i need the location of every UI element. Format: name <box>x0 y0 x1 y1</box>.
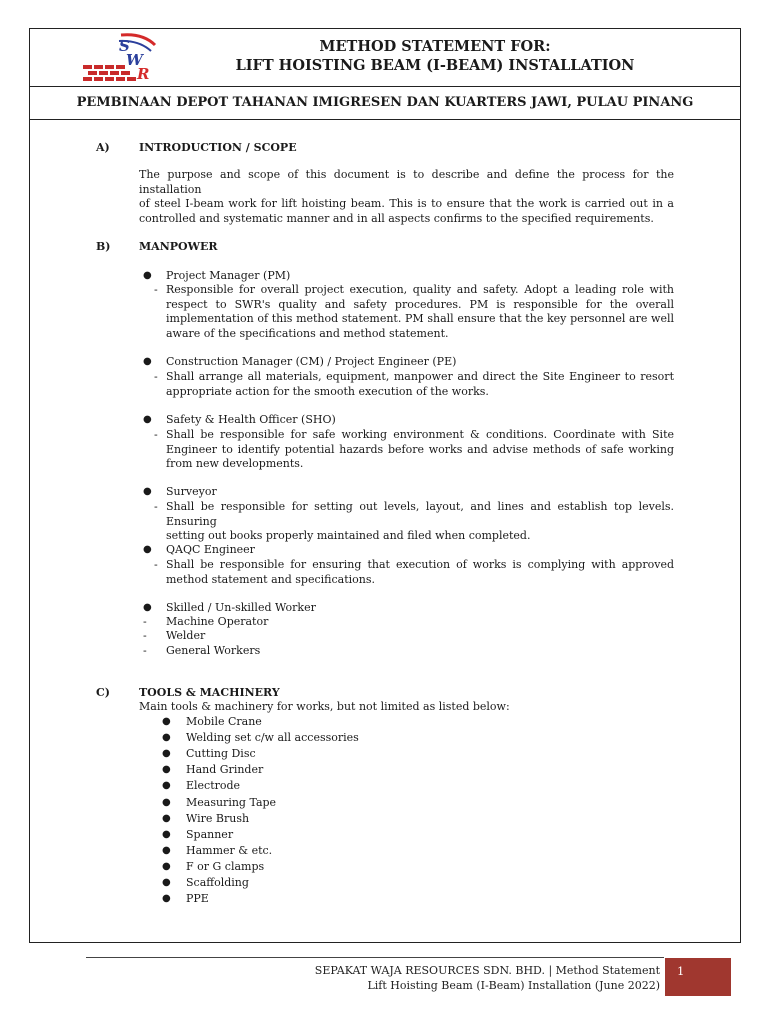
para-line: aware of the specifications and method statement. <box>166 326 449 340</box>
role-title: Safety & Health Officer (SHO) <box>166 413 336 426</box>
footer-line-2: Lift Hoisting Beam (I-Beam) Installation (June 2022) <box>367 979 660 992</box>
footer-line-1: SEPAKAT WAJA RESOURCES SDN. BHD. | Method Statement <box>314 964 660 977</box>
bullet-icon: ● <box>162 861 171 872</box>
bullet-icon: ● <box>162 797 171 808</box>
role-description <box>166 428 674 472</box>
para-line: respect to SWR's quality and safety procedures. PM is responsible for the overall <box>166 297 674 311</box>
tool-item: Welding set c/w all accessories <box>186 731 359 744</box>
role-title: Construction Manager (CM) / Project Engineer (PE) <box>166 355 457 368</box>
role-title: Surveyor <box>166 485 217 498</box>
svg-text:S: S <box>119 37 130 55</box>
workers-title: Skilled / Un-skilled Worker <box>166 601 316 614</box>
bullet-icon: ● <box>162 893 171 904</box>
bullet-icon: ● <box>162 845 171 856</box>
tool-item: Hammer & etc. <box>186 844 273 857</box>
para-line: Shall be responsible for ensuring that execution of works is complying with approved <box>166 558 674 571</box>
dash-marker: - <box>154 428 158 441</box>
para-line: Shall arrange all materials, equipment, manpower and direct the Site Engineer to resort <box>166 370 674 383</box>
section-a-title: INTRODUCTION / SCOPE <box>139 141 297 154</box>
bullet-icon: ● <box>143 486 152 497</box>
role-title: Project Manager (PM) <box>166 269 291 282</box>
dash-marker: - <box>143 615 147 628</box>
tool-item: Electrode <box>186 779 241 792</box>
worker-item: Welder <box>166 629 206 642</box>
section-c-title: TOOLS & MACHINERY <box>139 686 280 699</box>
bullet-icon: ● <box>162 780 171 791</box>
svg-text:R: R <box>137 65 150 83</box>
bullet-icon: ● <box>162 829 171 840</box>
para-line: Shall be responsible for setting out levels, layout, and lines and establish top levels. Ensuring <box>166 500 674 528</box>
bullet-icon: ● <box>143 356 152 367</box>
para-line: Shall be responsible for safe working environment & conditions. Coordinate with Site <box>166 428 674 441</box>
tool-item: Wire Brush <box>186 812 250 825</box>
dash-marker: - <box>154 283 158 296</box>
project-name: PEMBINAAN DEPOT TAHANAN IMIGRESEN DAN KUARTERS JAWI, PULAU PINANG <box>76 95 694 110</box>
role-title: QAQC Engineer <box>166 543 255 556</box>
dash-marker: - <box>143 629 147 642</box>
bullet-icon: ● <box>162 716 171 727</box>
role-description <box>166 283 674 341</box>
para-line: Responsible for overall project execution, quality and safety. Adopt a leading role with <box>166 283 674 296</box>
dash-marker: - <box>154 500 158 513</box>
footer-divider <box>86 957 664 958</box>
bullet-icon: ● <box>162 877 171 888</box>
page-number-box <box>665 958 731 996</box>
dash-marker: - <box>154 558 158 571</box>
tool-item: PPE <box>186 892 209 905</box>
tool-item: Spanner <box>186 828 234 841</box>
worker-item: Machine Operator <box>166 615 269 628</box>
para-line: setting out books properly maintained and filed when completed. <box>166 529 531 543</box>
section-c-letter: C) <box>96 686 110 699</box>
bullet-icon: ● <box>143 544 152 555</box>
para-line: method statement and specifications. <box>166 572 375 586</box>
dash-marker: - <box>154 370 158 383</box>
para-line: appropriate action for the smooth execution of the works. <box>166 384 489 398</box>
bullet-icon: ● <box>143 602 152 613</box>
tool-item: Scaffolding <box>186 876 249 889</box>
role-description <box>166 558 674 587</box>
section-c-intro: Main tools & machinery for works, but not limited as listed below: <box>139 700 510 713</box>
section-a-letter: A) <box>96 141 110 154</box>
tool-item: Hand Grinder <box>186 763 264 776</box>
title-line-1: METHOD STATEMENT FOR: <box>319 38 551 55</box>
svg-text:W: W <box>126 51 143 69</box>
tool-item: Measuring Tape <box>186 796 277 809</box>
dash-marker: - <box>143 644 147 657</box>
tool-item: F or G clamps <box>186 860 265 873</box>
tool-item: Cutting Disc <box>186 747 256 760</box>
bullet-icon: ● <box>143 270 152 281</box>
role-description <box>166 370 674 399</box>
bullet-icon: ● <box>162 813 171 824</box>
para-line: Engineer to identify potential hazards before works and advise methods of safe working <box>166 442 674 456</box>
worker-item: General Workers <box>166 644 261 657</box>
bullet-icon: ● <box>162 764 171 775</box>
bullet-icon: ● <box>162 732 171 743</box>
footer-text <box>200 963 660 993</box>
section-a-paragraph <box>139 168 674 226</box>
para-line: of steel I-beam work for lift hoisting beam. This is to ensure that the work is carried out in a <box>139 197 674 211</box>
tool-item: Mobile Crane <box>186 715 262 728</box>
para-line: controlled and systematic manner and in all aspects confirms to the specified requirements. <box>139 211 654 225</box>
bullet-icon: ● <box>143 414 152 425</box>
section-b-title: MANPOWER <box>139 240 218 253</box>
page-number: 1 <box>677 964 685 978</box>
role-description <box>166 500 674 544</box>
section-b-letter: B) <box>96 240 111 253</box>
title-line-2: LIFT HOISTING BEAM (I-BEAM) INSTALLATION <box>235 57 635 74</box>
para-line: The purpose and scope of this document is to describe and define the process for the installation <box>139 168 674 196</box>
bullet-icon: ● <box>162 748 171 759</box>
para-line: implementation of this method statement. PM shall ensure that the key personnel are well <box>166 312 674 326</box>
para-line: from new developments. <box>166 457 304 471</box>
